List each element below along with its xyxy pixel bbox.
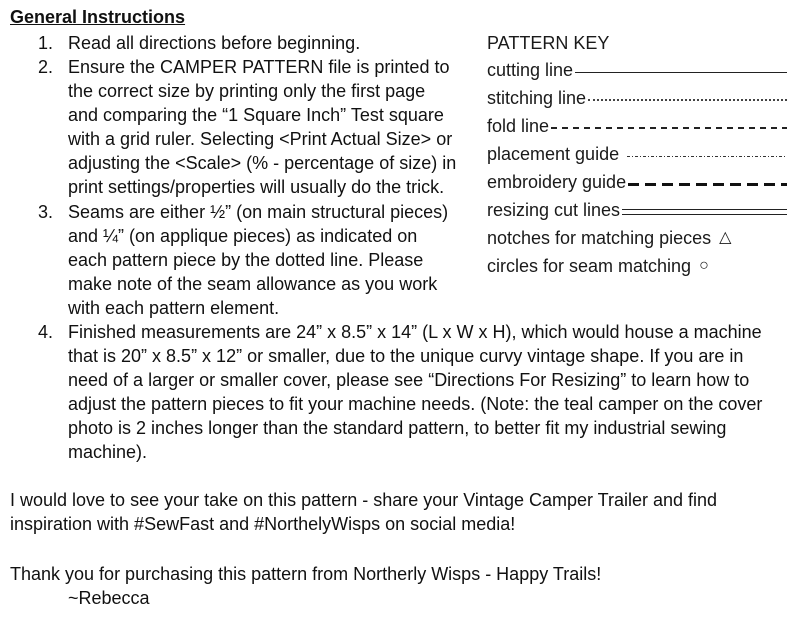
fold-line-sample xyxy=(551,127,787,129)
key-row-circles xyxy=(487,252,787,280)
cutting-line-sample xyxy=(575,72,787,73)
list-line: adjusting the <Scale> (% - percentage of size) in xyxy=(68,153,457,173)
list-line: and comparing the “1 Square Inch” Test square xyxy=(68,105,444,125)
signature: ~Rebecca xyxy=(68,588,150,608)
stitching-line-sample xyxy=(588,99,787,101)
circle-marker-icon: ○ xyxy=(699,257,709,274)
list-line: Ensure the CAMPER PATTERN file is printed to xyxy=(68,57,450,77)
pattern-key-title: PATTERN KEY xyxy=(487,33,610,53)
list-line: machine). xyxy=(68,442,148,462)
key-label: placement guide xyxy=(487,143,620,164)
embroidery-guide-sample xyxy=(628,183,787,186)
list-line: the correct size by printing only the first page xyxy=(68,81,426,101)
key-label: fold line xyxy=(487,115,550,136)
list-number: 4. xyxy=(38,322,54,342)
key-row-stitching-line xyxy=(487,84,787,112)
list-line: that is 20” x 8.5” x 12” or smaller, due to the unique curvy vintage shape. If you are in xyxy=(68,346,744,366)
key-row-resizing-cut-lines xyxy=(487,196,787,224)
key-row-embroidery-guide xyxy=(487,168,787,196)
social-paragraph-line: I would love to see your take on this pattern - share your Vintage Camper Trailer and find xyxy=(10,490,718,510)
triangle-notch-icon: △ xyxy=(719,229,732,246)
pattern-key xyxy=(487,32,787,280)
list-line: Read all directions before beginning. xyxy=(68,33,361,53)
key-label: embroidery guide xyxy=(487,171,627,192)
list-line: Seams are either ½” (on main structural pieces) xyxy=(68,202,449,222)
page-heading: General Instructions xyxy=(10,7,186,27)
list-line: and ¼” (on applique pieces) as indicated on xyxy=(68,226,418,246)
key-row-cutting-line xyxy=(487,56,787,84)
key-label: resizing cut lines xyxy=(487,199,621,220)
list-number: 1. xyxy=(38,33,54,53)
list-line: with each pattern element. xyxy=(68,298,280,318)
key-label: stitching line xyxy=(487,87,587,108)
list-line: make note of the seam allowance as you work xyxy=(68,274,438,294)
placement-guide-sample xyxy=(627,156,787,157)
key-row-notches xyxy=(487,224,787,252)
list-number: 2. xyxy=(38,57,54,77)
key-label: circles for seam matching xyxy=(487,255,692,276)
list-number: 3. xyxy=(38,202,54,222)
key-row-fold-line xyxy=(487,112,787,140)
list-line: print settings/properties will usually do the trick. xyxy=(68,177,445,197)
key-label: notches for matching pieces xyxy=(487,227,712,248)
list-line: Finished measurements are 24” x 8.5” x 14” (L x W x H), which would house a machine xyxy=(68,322,762,342)
list-line: each pattern piece by the dotted line. Please xyxy=(68,250,424,270)
list-line: with a grid ruler. Selecting <Print Actual Size> or xyxy=(68,129,453,149)
thank-you-line: Thank you for purchasing this pattern from Northerly Wisps - Happy Trails! xyxy=(10,564,602,584)
social-paragraph-line: inspiration with #SewFast and #NorthelyWisps on social media! xyxy=(10,514,516,534)
resizing-cut-lines-sample xyxy=(622,209,787,215)
list-line: need of a larger or smaller cover, please see “Directions For Resizing” to learn how to xyxy=(68,370,750,390)
key-label: cutting line xyxy=(487,59,574,80)
list-line: adjust the pattern pieces to fit your machine needs. (Note: the teal camper on the cover xyxy=(68,394,763,414)
key-row-placement-guide xyxy=(487,140,787,168)
list-line: photo is 2 inches longer than the standard pattern, to better fit my industrial sewing xyxy=(68,418,727,438)
